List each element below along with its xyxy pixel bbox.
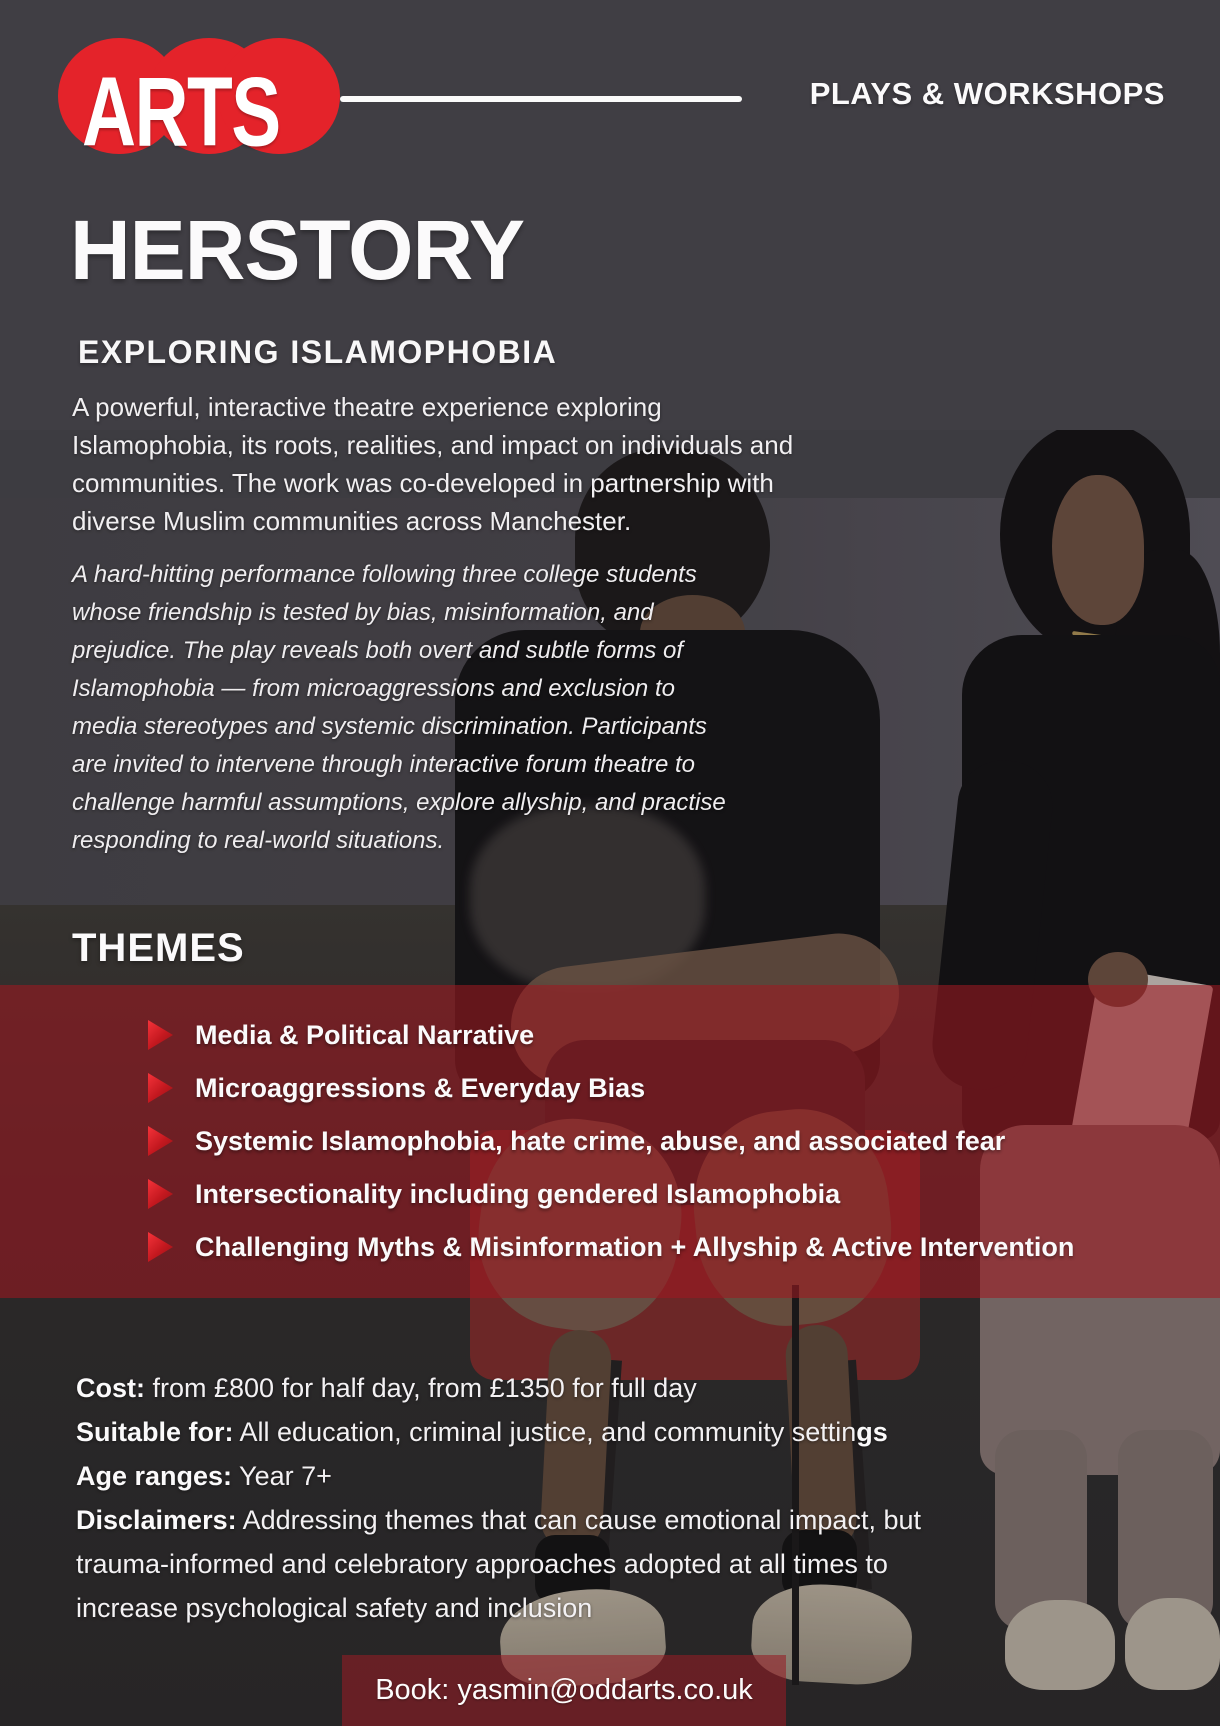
suitable-line	[76, 1410, 991, 1454]
page-title: HERSTORY	[70, 203, 525, 297]
disclaimers-label: Disclaimers:	[76, 1505, 237, 1535]
arrow-bullet-icon	[148, 1073, 173, 1103]
cost-line	[76, 1366, 991, 1410]
details-block	[76, 1366, 991, 1630]
logo-arts-text: ARTS	[82, 57, 280, 168]
theme-item	[148, 1230, 1074, 1264]
suitable-value: All education, criminal justice, and community settin	[233, 1417, 857, 1447]
header-divider-line	[340, 96, 742, 102]
theme-item	[148, 1071, 1074, 1105]
cost-value: from £800 for half day, from £1350 for full day	[145, 1373, 697, 1403]
suitable-value-bold: gs	[856, 1417, 888, 1447]
age-line	[76, 1454, 991, 1498]
theme-item-label: Microaggressions & Everyday Bias	[195, 1072, 646, 1103]
age-label: Age ranges:	[76, 1461, 233, 1491]
disclaimers-value: Addressing themes that can cause emotional impact, but trauma-informed and celebratory approaches adopted at all times to increase psychological safety and inclusion	[76, 1505, 921, 1623]
page-subtitle: EXPLORING ISLAMOPHOBIA	[78, 334, 558, 370]
synopsis-paragraph: A hard-hitting performance following three college students whose friendship is tested by bias, misinformation, and prejudice. The play reveals both overt and subtle forms of Islamophobia — from microaggressions and exclusion to media stereotypes and systemic discrimination. Participants are invited to intervene through interactive forum theatre to challenge harmful assumptions, explore allyship, and practise responding to real-world situations.	[72, 561, 726, 854]
theme-item	[148, 1018, 1074, 1052]
arrow-bullet-icon	[148, 1179, 173, 1209]
theme-item-label: Intersectionality including gendered Islamophobia	[195, 1178, 841, 1209]
themes-list	[148, 1018, 1074, 1264]
theme-item-label: Systemic Islamophobia, hate crime, abuse, and associated fear	[195, 1125, 1006, 1156]
arrow-bullet-icon	[148, 1126, 173, 1156]
theme-item-label: Media & Political Narrative	[195, 1019, 535, 1050]
theme-item	[148, 1177, 1074, 1211]
header-tagline: PLAYS & WORKSHOPS	[809, 76, 1165, 111]
age-value: Year 7+	[232, 1461, 332, 1491]
theme-item-label: Challenging Myths & Misinformation + Allyship & Active Intervention	[195, 1231, 1075, 1262]
theme-item	[148, 1124, 1074, 1158]
arrow-bullet-icon	[148, 1232, 173, 1262]
booking-banner	[342, 1655, 786, 1726]
booking-email-text: Book: yasmin@oddarts.co.uk	[375, 1674, 753, 1706]
cost-label: Cost:	[76, 1373, 145, 1403]
odd-arts-logo	[52, 30, 332, 168]
themes-heading: THEMES	[72, 926, 245, 970]
intro-paragraph: A powerful, interactive theatre experience exploring Islamophobia, its roots, realities, and impact on individuals and communities. The work was co-developed in partnership with diverse Muslim communities across Manchester.	[72, 392, 794, 536]
disclaimers-line	[76, 1498, 991, 1630]
arrow-bullet-icon	[148, 1020, 173, 1050]
suitable-label: Suitable for:	[76, 1417, 234, 1447]
